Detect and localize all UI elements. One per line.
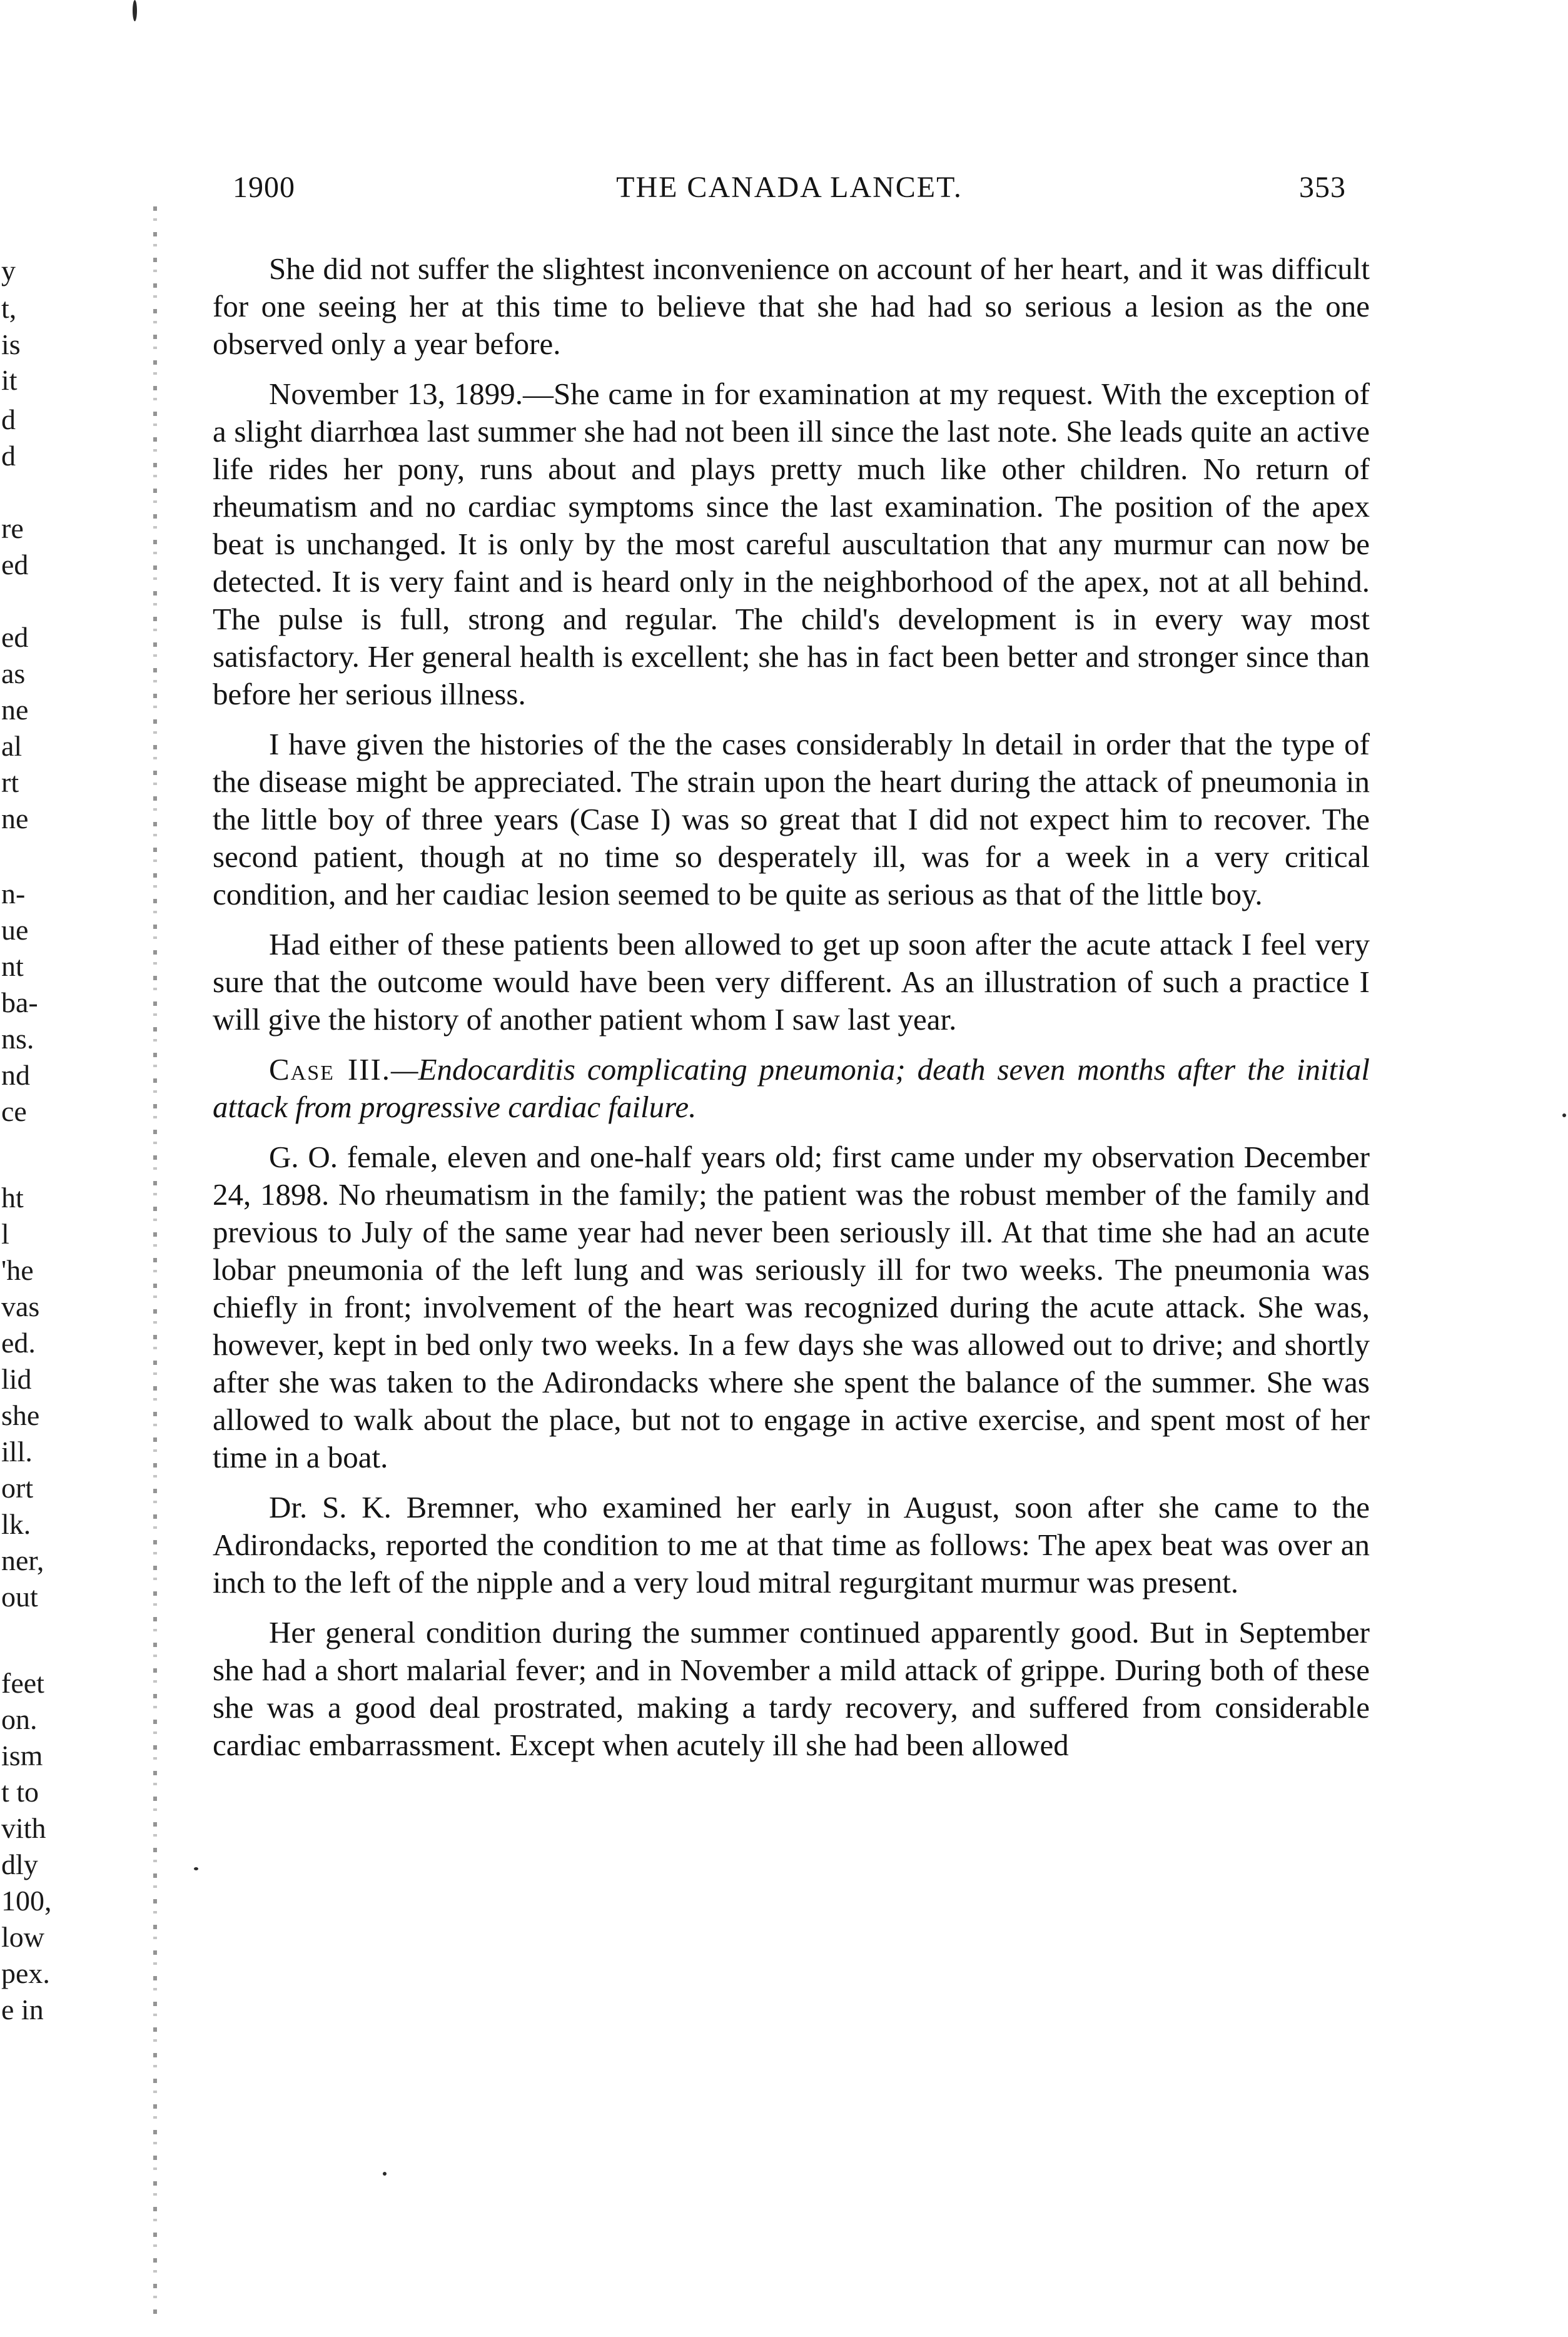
margin-fragment: ism xyxy=(1,1740,43,1772)
margin-fragment: re xyxy=(1,512,24,544)
margin-fragment: vith xyxy=(1,1812,46,1844)
margin-fragment: n- xyxy=(1,878,26,910)
margin-fragment: ne xyxy=(1,694,29,726)
margin-fragment: ed xyxy=(1,621,29,653)
margin-fragment: feet xyxy=(1,1667,44,1699)
running-head xyxy=(233,170,1346,214)
margin-fragment: y xyxy=(1,255,16,286)
scan-speck xyxy=(1562,1113,1566,1117)
margin-fragment: ce xyxy=(1,1095,27,1127)
margin-fragment: ue xyxy=(1,914,29,946)
margin-fragment: dly xyxy=(1,1848,38,1880)
margin-fragment: out xyxy=(1,1581,38,1613)
margin-fragment: low xyxy=(1,1921,44,1953)
margin-fragment: nd xyxy=(1,1059,30,1091)
margin-fragment: on. xyxy=(1,1703,38,1735)
page-number: 353 xyxy=(1299,171,1346,204)
margin-fragment: t to xyxy=(1,1776,39,1808)
margin-fragment: al xyxy=(1,730,23,762)
margin-fragment: 'he xyxy=(1,1254,34,1286)
running-head-year: 1900 xyxy=(233,171,295,204)
margin-fragment: it xyxy=(1,364,18,396)
case-title: —Endocarditis complicating pneumonia; death seven months after the initial attack from progressive cardiac failure. xyxy=(213,1052,1370,1124)
case-label: Case III. xyxy=(269,1052,392,1087)
margin-fragment: ht xyxy=(1,1182,24,1214)
body-text xyxy=(213,250,1370,1777)
margin-fragment: d xyxy=(1,440,16,472)
paragraph: G. O. female, eleven and one-half years old; first came under my observation December 24, 1898. No rheumatism in the family; the patient was the robust member of the family and previous to July of the same year had never been seriously ill. At that time she had an acute lobar pneumonia of the left lung and was seriously ill for two weeks. The pneumonia was chiefly in front; involvement of the heart was recognized during the acute attack. She was, however, kept in bed only two weeks. In a few days she was allowed out to drive; and shortly after she was taken to the Adirondacks where she spent the balance of the summer. She was allowed to walk about the place, but not to engage in active exercise, and spent most of her time in a boat. xyxy=(213,1140,1370,1474)
margin-fragment: ba- xyxy=(1,986,38,1018)
margin-fragment: e in xyxy=(1,1994,44,2025)
margin-fragment: lid xyxy=(1,1363,32,1395)
margin-fragment: nt xyxy=(1,950,24,982)
paragraph: Her general condition during the summer continued apparently good. But in September she had a short malarial fever; and in November a mild attack of grippe. During both of these she was a good deal prostrated, making a tardy recovery, and suffered from considerable cardiac embarrassment. Except when acutely ill she had been allowed xyxy=(213,1615,1370,1762)
scan-speck xyxy=(133,0,137,21)
paragraph: November 13, 1899.—She came in for examination at my request. With the exception of a slight diarrhœa last summer she had not been ill since the last note. She leads quite an active life rides her pony, runs about and plays pretty much like other children. No return of rheumatism and no cardiac symptoms since the last examination. The position of the apex beat is unchanged. It is only by the most careful auscultation that any murmur can now be detected. It is very faint and is heard only in the neighborhood of the apex, not at all behind. The pulse is full, strong and regular. The child's development is in every way most satisfactory. Her general health is excellent; she has in fact been better and stronger since than before her serious illness. xyxy=(213,377,1370,711)
paragraph: Dr. S. K. Bremner, who examined her early in August, soon after she came to the Adirondacks, reported the condition to me at that time as follows: The apex beat was over an inch to the left of the nipple and a very loud mitral regurgitant murmur was present. xyxy=(213,1490,1370,1599)
margin-fragment: as xyxy=(1,657,26,689)
margin-fragment: l xyxy=(1,1218,9,1250)
margin-fragment: vas xyxy=(1,1290,40,1322)
margin-fragment: d xyxy=(1,403,16,435)
paragraph: She did not suffer the slightest inconvenience on account of her heart, and it was difficult for one seeing her at this time to believe that she had had so serious a lesion as the one observed only a year before. xyxy=(213,251,1370,361)
margin-fragment: she xyxy=(1,1399,40,1431)
margin-fragment: rt xyxy=(1,766,19,798)
margin-fragment: ill. xyxy=(1,1436,33,1468)
margin-fragment: ner, xyxy=(1,1544,44,1576)
margin-fragment: t, xyxy=(1,292,17,324)
margin-fragment: ne xyxy=(1,803,29,834)
scan-speck xyxy=(194,1867,198,1870)
margin-fragment: ort xyxy=(1,1472,34,1504)
running-head-title: THE CANADA LANCET. xyxy=(616,171,963,204)
paragraph: I have given the histories of the the cases considerably ln detail in order that the type of the disease might be appreciated. The strain upon the heart during the attack of pneumonia in the little boy of three years (Case I) was so great that I did not expect him to recover. The second patient, though at no time so desperately ill, was for a week in a very critical condition, and her caıdiac lesion seemed to be quite as serious as that of the little boy. xyxy=(213,727,1370,911)
binding-gutter-shadow xyxy=(153,206,157,2321)
paragraph: Had either of these patients been allowed to get up soon after the acute attack I feel very sure that the outcome would have been very different. As an illustration of such a practice I will give the history of another patient whom I saw last year. xyxy=(213,927,1370,1037)
previous-page-margin xyxy=(0,0,52,2337)
margin-fragment: ns. xyxy=(1,1023,34,1055)
margin-fragment: is xyxy=(1,328,21,360)
scan-speck xyxy=(383,2172,387,2176)
margin-fragment: ed. xyxy=(1,1327,36,1359)
margin-fragment: ed xyxy=(1,549,29,580)
margin-fragment: pex. xyxy=(1,1957,50,1989)
case-heading xyxy=(213,1051,1370,1126)
margin-fragment: lk. xyxy=(1,1508,31,1540)
margin-fragment: 100, xyxy=(1,1885,52,1917)
